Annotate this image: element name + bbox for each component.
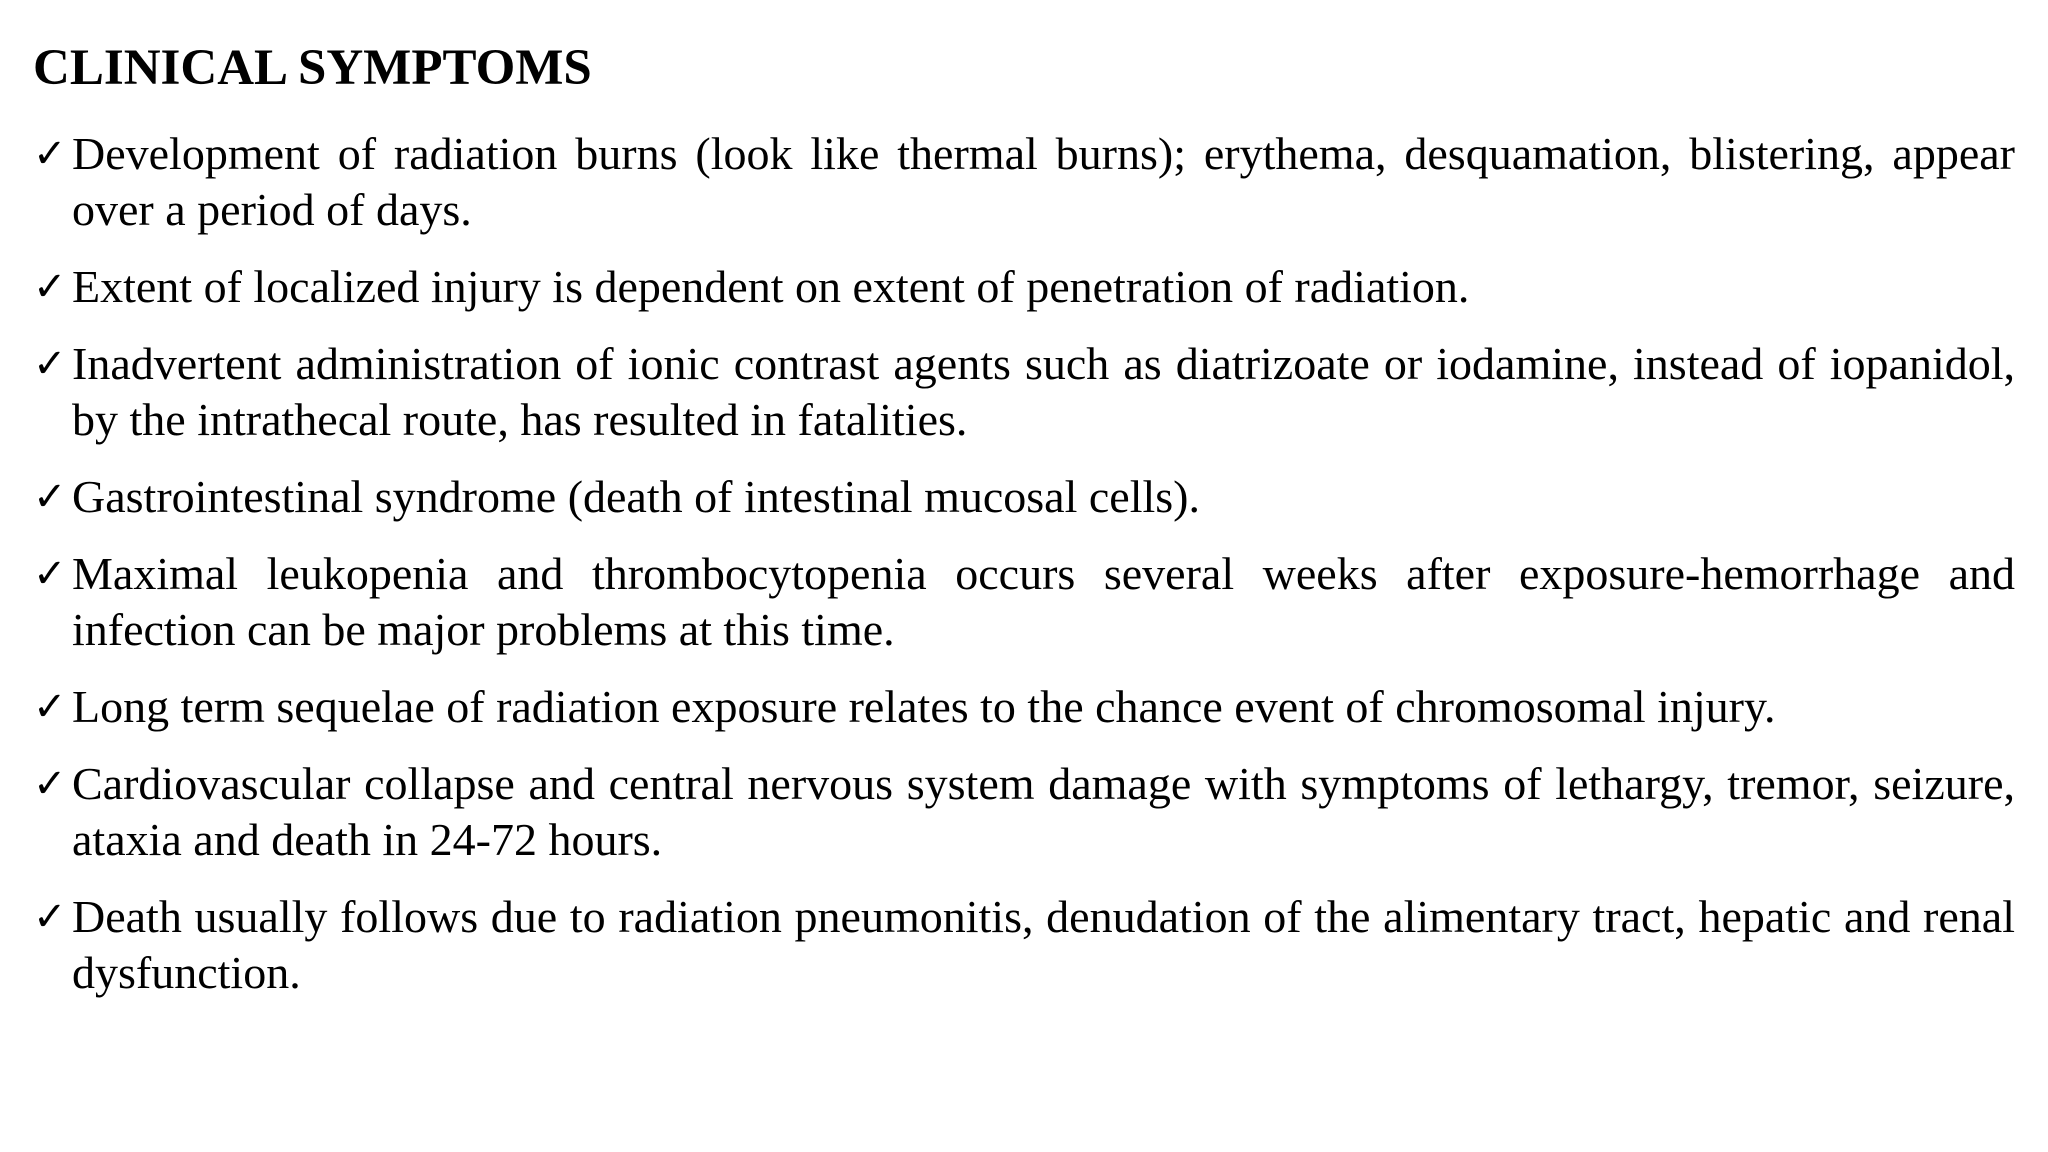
list-item: [33, 336, 2015, 448]
list-item-text: Inadvertent administration of ionic contrast agents such as diatrizoate or iodamine, instead of iopanidol, by the intrathecal route, has resulted in fatalities.: [72, 338, 2015, 445]
list-item-text: Development of radiation burns (look like thermal burns); erythema, desquamation, blistering, appear over a period of days.: [72, 128, 2015, 235]
list-item-text: Long term sequelae of radiation exposure relates to the chance event of chromosomal injury.: [72, 681, 1776, 732]
list-item-text: Death usually follows due to radiation pneumonitis, denudation of the alimentary tract, hepatic and renal dysfunction.: [72, 891, 2015, 998]
list-item: [33, 259, 2015, 315]
check-icon: ✓: [33, 894, 67, 940]
list-item: [33, 756, 2015, 868]
slide-title: CLINICAL SYMPTOMS: [33, 40, 592, 96]
check-icon: ✓: [33, 684, 67, 730]
check-icon: ✓: [33, 264, 67, 310]
list-item-text: Cardiovascular collapse and central nervous system damage with symptoms of lethargy, tremor, seizure, ataxia and death in 24-72 hours.: [72, 758, 2015, 865]
list-item: [33, 889, 2015, 1001]
list-item-text: Gastrointestinal syndrome (death of intestinal mucosal cells).: [72, 471, 1200, 522]
symptom-list: [33, 126, 2015, 1022]
list-item-text: Extent of localized injury is dependent on extent of penetration of radiation.: [72, 261, 1470, 312]
check-icon: ✓: [33, 341, 67, 387]
check-icon: ✓: [33, 131, 67, 177]
check-icon: ✓: [33, 761, 67, 807]
check-icon: ✓: [33, 551, 67, 597]
list-item: [33, 469, 2015, 525]
check-icon: ✓: [33, 474, 67, 520]
list-item-text: Maximal leukopenia and thrombocytopenia occurs several weeks after exposure-hemorrhage and infection can be major problems at this time.: [72, 548, 2015, 655]
list-item: [33, 679, 2015, 735]
list-item: [33, 126, 2015, 238]
list-item: [33, 546, 2015, 658]
